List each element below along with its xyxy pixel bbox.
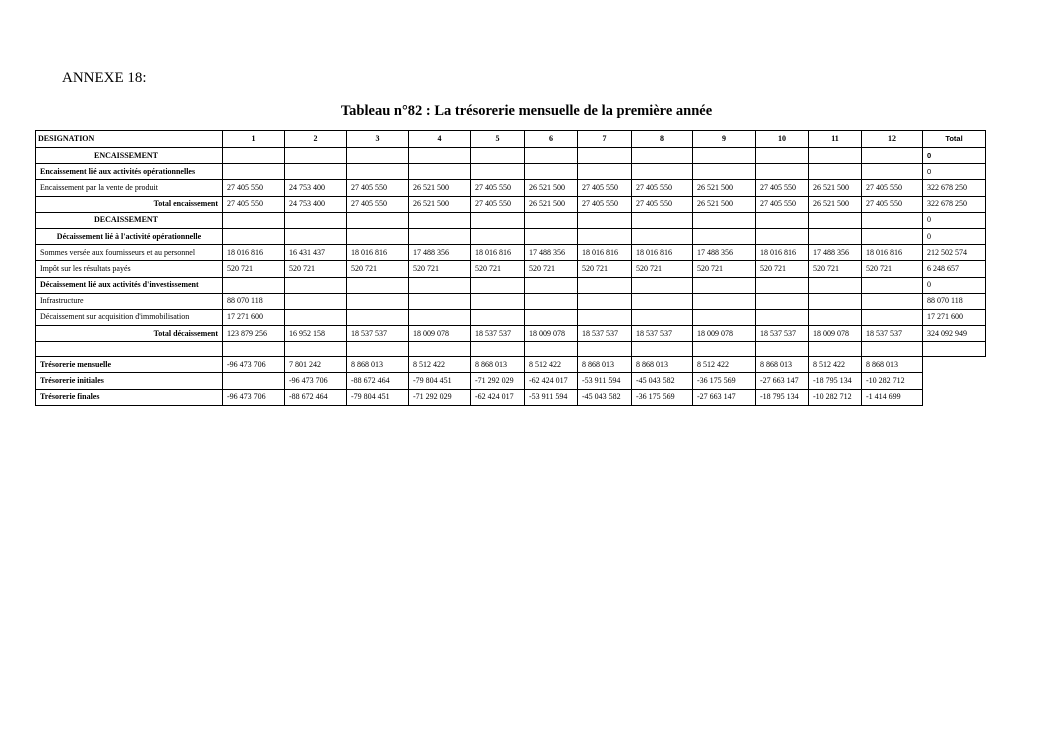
cell-month-8: 27 405 550 xyxy=(632,196,693,212)
cell-month-9 xyxy=(693,309,756,325)
cell-month-9 xyxy=(693,277,756,293)
header-month-7: 7 xyxy=(578,131,632,148)
cell-month-3: -79 804 451 xyxy=(347,389,409,405)
row-label: Infrastructure xyxy=(36,293,223,309)
cell-total xyxy=(923,342,986,357)
table-row xyxy=(36,228,986,244)
cell-month-3: -88 672 464 xyxy=(347,373,409,389)
header-month-12: 12 xyxy=(862,131,923,148)
cell-month-8 xyxy=(632,164,693,180)
cell-month-10 xyxy=(756,228,809,244)
cell-month-2 xyxy=(285,148,347,164)
cell-month-12 xyxy=(862,148,923,164)
cell-month-5: 520 721 xyxy=(471,261,525,277)
cell-month-2 xyxy=(285,342,347,357)
cell-month-11 xyxy=(809,293,862,309)
cell-month-10 xyxy=(756,293,809,309)
cell-month-9: -27 663 147 xyxy=(693,389,756,405)
cell-month-5 xyxy=(471,309,525,325)
cell-month-11: 520 721 xyxy=(809,261,862,277)
cell-month-8 xyxy=(632,212,693,228)
row-label xyxy=(36,342,223,357)
cell-month-8 xyxy=(632,277,693,293)
cell-month-9 xyxy=(693,228,756,244)
cell-month-8: -36 175 569 xyxy=(632,389,693,405)
row-label: DECAISSEMENT xyxy=(36,212,223,228)
table-row xyxy=(36,245,986,261)
cell-month-5: -71 292 029 xyxy=(471,373,525,389)
cell-month-5 xyxy=(471,277,525,293)
cell-month-4 xyxy=(409,164,471,180)
treasury-table xyxy=(35,130,986,406)
cell-month-10 xyxy=(756,277,809,293)
cell-month-8: 18 016 816 xyxy=(632,245,693,261)
cell-month-4 xyxy=(409,342,471,357)
cell-month-12 xyxy=(862,277,923,293)
row-label: Encaissement par la vente de produit xyxy=(36,180,223,196)
cell-month-8 xyxy=(632,342,693,357)
cell-month-8 xyxy=(632,293,693,309)
cell-total-empty xyxy=(923,357,986,373)
cell-month-1: 520 721 xyxy=(223,261,285,277)
cell-month-7 xyxy=(578,293,632,309)
cell-month-4: 520 721 xyxy=(409,261,471,277)
cell-total: 0 xyxy=(923,164,986,180)
cell-month-5 xyxy=(471,212,525,228)
cell-month-3 xyxy=(347,148,409,164)
cell-month-7 xyxy=(578,228,632,244)
cell-month-6 xyxy=(525,309,578,325)
cell-month-3: 8 868 013 xyxy=(347,357,409,373)
cell-month-8: 520 721 xyxy=(632,261,693,277)
cell-month-3: 520 721 xyxy=(347,261,409,277)
cell-month-8: 8 868 013 xyxy=(632,357,693,373)
cell-month-1: 27 405 550 xyxy=(223,196,285,212)
cell-month-1 xyxy=(223,212,285,228)
cell-month-11 xyxy=(809,228,862,244)
cell-month-1 xyxy=(223,164,285,180)
cell-month-9: -36 175 569 xyxy=(693,373,756,389)
table-row xyxy=(36,277,986,293)
cell-month-6: 520 721 xyxy=(525,261,578,277)
cell-month-3 xyxy=(347,277,409,293)
cell-month-2: 16 952 158 xyxy=(285,326,347,342)
cell-month-12: 18 016 816 xyxy=(862,245,923,261)
cell-month-6 xyxy=(525,164,578,180)
cell-month-9: 520 721 xyxy=(693,261,756,277)
cell-month-4: 18 009 078 xyxy=(409,326,471,342)
cell-month-4 xyxy=(409,277,471,293)
cell-month-12 xyxy=(862,164,923,180)
row-label: Trésorerie finales xyxy=(36,389,223,405)
cell-month-7: 18 016 816 xyxy=(578,245,632,261)
cell-month-6 xyxy=(525,212,578,228)
cell-month-6: 26 521 500 xyxy=(525,180,578,196)
cell-month-10: 27 405 550 xyxy=(756,196,809,212)
header-month-11: 11 xyxy=(809,131,862,148)
cell-month-6: 18 009 078 xyxy=(525,326,578,342)
cell-month-11 xyxy=(809,277,862,293)
cell-month-5 xyxy=(471,148,525,164)
cell-month-7 xyxy=(578,212,632,228)
cell-month-10: -18 795 134 xyxy=(756,389,809,405)
cell-month-9 xyxy=(693,148,756,164)
row-label: Impôt sur les résultats payés xyxy=(36,261,223,277)
cell-month-2 xyxy=(285,309,347,325)
cell-month-11: 8 512 422 xyxy=(809,357,862,373)
cell-month-10 xyxy=(756,342,809,357)
cell-month-10: 520 721 xyxy=(756,261,809,277)
cell-month-2 xyxy=(285,228,347,244)
cell-month-3 xyxy=(347,293,409,309)
cell-month-3 xyxy=(347,342,409,357)
cell-total: 0 xyxy=(923,212,986,228)
cell-month-3 xyxy=(347,228,409,244)
cell-month-8 xyxy=(632,228,693,244)
cell-month-3 xyxy=(347,164,409,180)
cell-month-12: 18 537 537 xyxy=(862,326,923,342)
cell-month-9 xyxy=(693,342,756,357)
cell-month-12 xyxy=(862,228,923,244)
cell-month-2: 24 753 400 xyxy=(285,180,347,196)
cell-month-9: 17 488 356 xyxy=(693,245,756,261)
table-row xyxy=(36,196,986,212)
cell-month-2: -96 473 706 xyxy=(285,373,347,389)
cell-month-11 xyxy=(809,309,862,325)
row-label: ENCAISSEMENT xyxy=(36,148,223,164)
table-row xyxy=(36,389,986,405)
cell-month-12: 27 405 550 xyxy=(862,196,923,212)
header-month-2: 2 xyxy=(285,131,347,148)
cell-month-7: 27 405 550 xyxy=(578,196,632,212)
cell-month-3: 18 537 537 xyxy=(347,326,409,342)
cell-month-12: 27 405 550 xyxy=(862,180,923,196)
cell-month-4 xyxy=(409,212,471,228)
cell-month-2 xyxy=(285,164,347,180)
cell-month-7: 520 721 xyxy=(578,261,632,277)
cell-month-2: 16 431 437 xyxy=(285,245,347,261)
cell-month-7 xyxy=(578,309,632,325)
row-label: Décaissement lié aux activités d'investissement xyxy=(36,277,223,293)
cell-month-7 xyxy=(578,277,632,293)
table-row xyxy=(36,148,986,164)
cell-month-8: 27 405 550 xyxy=(632,180,693,196)
table-row xyxy=(36,164,986,180)
table-row xyxy=(36,293,986,309)
cell-month-11: 26 521 500 xyxy=(809,196,862,212)
cell-month-5 xyxy=(471,293,525,309)
cell-month-4: 8 512 422 xyxy=(409,357,471,373)
cell-total: 0 xyxy=(923,148,986,164)
cell-month-6: 8 512 422 xyxy=(525,357,578,373)
cell-month-11 xyxy=(809,148,862,164)
cell-month-9: 8 512 422 xyxy=(693,357,756,373)
cell-total-empty xyxy=(923,373,986,389)
row-label: Encaissement lié aux activités opérationnelles xyxy=(36,164,223,180)
cell-month-1: -96 473 706 xyxy=(223,389,285,405)
header-total: Total xyxy=(923,131,986,148)
cell-month-6 xyxy=(525,228,578,244)
cell-month-2: 7 801 242 xyxy=(285,357,347,373)
cell-month-7: 8 868 013 xyxy=(578,357,632,373)
cell-month-6: 26 521 500 xyxy=(525,196,578,212)
cell-month-1: 18 016 816 xyxy=(223,245,285,261)
cell-month-9 xyxy=(693,293,756,309)
row-label: Trésorerie initiales xyxy=(36,373,223,389)
cell-month-3: 27 405 550 xyxy=(347,196,409,212)
cell-month-2: -88 672 464 xyxy=(285,389,347,405)
cell-month-1: -96 473 706 xyxy=(223,357,285,373)
cell-total-empty xyxy=(923,389,986,405)
cell-month-10: 8 868 013 xyxy=(756,357,809,373)
cell-month-3 xyxy=(347,309,409,325)
cell-month-10: 18 016 816 xyxy=(756,245,809,261)
cell-month-6 xyxy=(525,342,578,357)
row-label: Décaissement lié à l'activité opérationnelle xyxy=(36,228,223,244)
row-label: Décaissement sur acquisition d'immobilisation xyxy=(36,309,223,325)
header-month-6: 6 xyxy=(525,131,578,148)
cell-month-6 xyxy=(525,293,578,309)
cell-month-5: 18 016 816 xyxy=(471,245,525,261)
cell-month-2: 520 721 xyxy=(285,261,347,277)
cell-month-1: 123 879 256 xyxy=(223,326,285,342)
row-label: Total encaissement xyxy=(36,196,223,212)
cell-month-6 xyxy=(525,148,578,164)
cell-month-7 xyxy=(578,342,632,357)
table-title: Tableau n°82 : La trésorerie mensuelle de la première année xyxy=(340,103,713,119)
cell-month-4 xyxy=(409,228,471,244)
cell-month-1: 88 070 118 xyxy=(223,293,285,309)
cell-total: 0 xyxy=(923,277,986,293)
cell-month-2: 24 753 400 xyxy=(285,196,347,212)
cell-month-12 xyxy=(862,342,923,357)
cell-total: 6 248 657 xyxy=(923,261,986,277)
cell-month-3: 27 405 550 xyxy=(347,180,409,196)
table-row xyxy=(36,180,986,196)
cell-month-9: 26 521 500 xyxy=(693,196,756,212)
table-row xyxy=(36,342,986,357)
cell-total: 17 271 600 xyxy=(923,309,986,325)
cell-month-4 xyxy=(409,293,471,309)
header-month-4: 4 xyxy=(409,131,471,148)
cell-month-1 xyxy=(223,342,285,357)
cell-month-5 xyxy=(471,342,525,357)
cell-month-10 xyxy=(756,309,809,325)
cell-month-6: -53 911 594 xyxy=(525,389,578,405)
cell-month-7: 27 405 550 xyxy=(578,180,632,196)
row-label: Sommes versée aux fournisseurs et au personnel xyxy=(36,245,223,261)
cell-month-11: 17 488 356 xyxy=(809,245,862,261)
header-month-9: 9 xyxy=(693,131,756,148)
row-label: Total décaissement xyxy=(36,326,223,342)
cell-total: 324 092 949 xyxy=(923,326,986,342)
cell-month-4: 17 488 356 xyxy=(409,245,471,261)
table-row xyxy=(36,357,986,373)
cell-month-9: 26 521 500 xyxy=(693,180,756,196)
cell-month-11: -18 795 134 xyxy=(809,373,862,389)
cell-month-2 xyxy=(285,277,347,293)
cell-month-5: 27 405 550 xyxy=(471,196,525,212)
cell-total: 0 xyxy=(923,228,986,244)
cell-month-11: 18 009 078 xyxy=(809,326,862,342)
cell-month-3: 18 016 816 xyxy=(347,245,409,261)
cell-month-6 xyxy=(525,277,578,293)
cell-month-6: 17 488 356 xyxy=(525,245,578,261)
cell-month-9: 18 009 078 xyxy=(693,326,756,342)
cell-month-4 xyxy=(409,148,471,164)
cell-month-8 xyxy=(632,148,693,164)
cell-month-7 xyxy=(578,164,632,180)
cell-month-2 xyxy=(285,212,347,228)
row-label: Trésorerie mensuelle xyxy=(36,357,223,373)
cell-month-10: 18 537 537 xyxy=(756,326,809,342)
cell-month-6: -62 424 017 xyxy=(525,373,578,389)
cell-total: 322 678 250 xyxy=(923,180,986,196)
cell-month-12: 8 868 013 xyxy=(862,357,923,373)
cell-month-12 xyxy=(862,212,923,228)
cell-month-5: 18 537 537 xyxy=(471,326,525,342)
cell-month-8: -45 043 582 xyxy=(632,373,693,389)
cell-month-8 xyxy=(632,309,693,325)
cell-total: 322 678 250 xyxy=(923,196,986,212)
cell-month-1: 17 271 600 xyxy=(223,309,285,325)
header-month-5: 5 xyxy=(471,131,525,148)
cell-month-5: -62 424 017 xyxy=(471,389,525,405)
cell-month-5 xyxy=(471,164,525,180)
cell-month-3 xyxy=(347,212,409,228)
cell-month-11: -10 282 712 xyxy=(809,389,862,405)
cell-month-1 xyxy=(223,373,285,389)
cell-month-12 xyxy=(862,309,923,325)
cell-month-4: -71 292 029 xyxy=(409,389,471,405)
cell-month-12 xyxy=(862,293,923,309)
table-row xyxy=(36,261,986,277)
header-designation: DESIGNATION xyxy=(36,131,223,148)
cell-month-11 xyxy=(809,342,862,357)
cell-month-2 xyxy=(285,293,347,309)
cell-month-12: -10 282 712 xyxy=(862,373,923,389)
cell-month-4: 26 521 500 xyxy=(409,180,471,196)
cell-month-8: 18 537 537 xyxy=(632,326,693,342)
table-row xyxy=(36,373,986,389)
cell-month-11 xyxy=(809,212,862,228)
cell-month-10 xyxy=(756,164,809,180)
cell-month-12: -1 414 699 xyxy=(862,389,923,405)
cell-month-10 xyxy=(756,148,809,164)
cell-month-5 xyxy=(471,228,525,244)
cell-month-7: 18 537 537 xyxy=(578,326,632,342)
cell-month-7 xyxy=(578,148,632,164)
header-month-10: 10 xyxy=(756,131,809,148)
cell-month-4 xyxy=(409,309,471,325)
cell-month-7: -53 911 594 xyxy=(578,373,632,389)
header-month-8: 8 xyxy=(632,131,693,148)
cell-month-10: 27 405 550 xyxy=(756,180,809,196)
cell-month-9 xyxy=(693,212,756,228)
table-row xyxy=(36,212,986,228)
table-row xyxy=(36,326,986,342)
cell-month-4: -79 804 451 xyxy=(409,373,471,389)
annex-label: ANNEXE 18: xyxy=(62,70,147,86)
header-month-3: 3 xyxy=(347,131,409,148)
table-header-row xyxy=(36,131,986,148)
header-month-1: 1 xyxy=(223,131,285,148)
cell-month-7: -45 043 582 xyxy=(578,389,632,405)
cell-month-10: -27 663 147 xyxy=(756,373,809,389)
table-row xyxy=(36,309,986,325)
cell-total: 212 502 574 xyxy=(923,245,986,261)
cell-total: 88 070 118 xyxy=(923,293,986,309)
cell-month-4: 26 521 500 xyxy=(409,196,471,212)
cell-month-5: 8 868 013 xyxy=(471,357,525,373)
cell-month-1 xyxy=(223,148,285,164)
cell-month-12: 520 721 xyxy=(862,261,923,277)
cell-month-11: 26 521 500 xyxy=(809,180,862,196)
cell-month-11 xyxy=(809,164,862,180)
cell-month-1: 27 405 550 xyxy=(223,180,285,196)
cell-month-10 xyxy=(756,212,809,228)
cell-month-9 xyxy=(693,164,756,180)
cell-month-1 xyxy=(223,277,285,293)
cell-month-5: 27 405 550 xyxy=(471,180,525,196)
cell-month-1 xyxy=(223,228,285,244)
